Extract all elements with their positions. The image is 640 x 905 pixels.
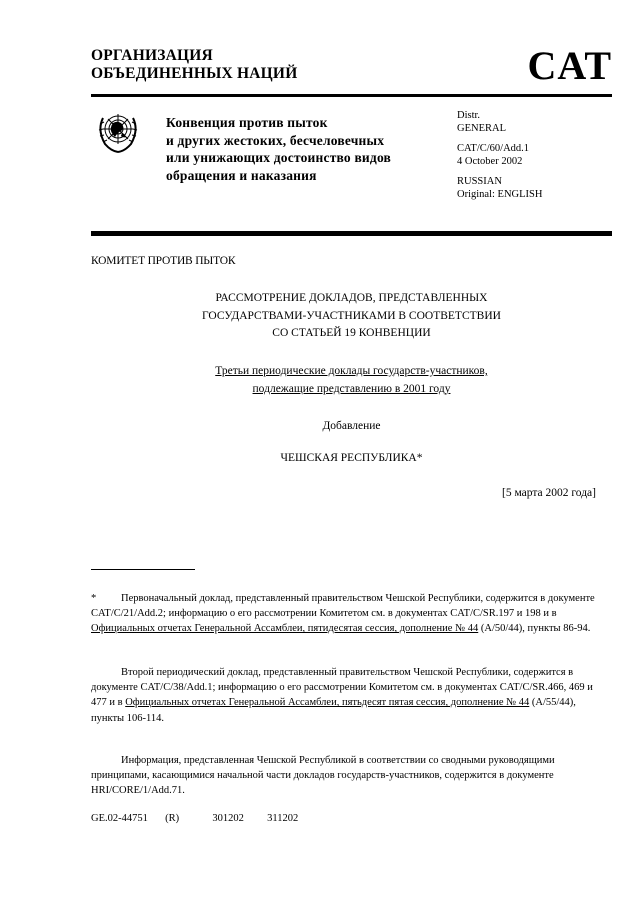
convention-title-line: или унижающих достоинство видов bbox=[166, 150, 392, 165]
footnote-text: Второй периодический доклад, представленный правительством Чешской Республики, содержится в документе CAT/C/38/Add.1; информацию о его рассмотрении Комитетом см. в документах CAT/C/SR.466, 469 и 477 и в bbox=[91, 667, 593, 709]
footnote-text: Информация, представленная Чешской Республикой в соответствии со сводными руководящими принципами, касающимися начальной части докладов государств-участников, содержится в документе HRI/CORE/1/Add.71. bbox=[91, 755, 555, 797]
addendum-label: Добавление bbox=[322, 420, 381, 432]
footnote-1 bbox=[91, 591, 601, 637]
language-info bbox=[457, 176, 542, 201]
footnote-separator bbox=[91, 569, 195, 570]
distribution-value: GENERAL bbox=[457, 122, 506, 134]
organization-line-1: ОРГАНИЗАЦИЯ bbox=[91, 47, 213, 64]
document-reference bbox=[457, 143, 542, 168]
document-number: CAT/C/60/Add.1 bbox=[457, 143, 530, 154]
un-emblem-icon bbox=[95, 108, 141, 154]
footnote-text: (A/50/44), пункты 86-94. bbox=[478, 623, 591, 635]
job-date-1: 301202 bbox=[212, 813, 244, 824]
subtitle-line: подлежащие представлению в 2001 году bbox=[252, 382, 451, 395]
consideration-line: РАССМОТРЕНИЕ ДОКЛАДОВ, ПРЕДСТАВЛЕННЫХ bbox=[215, 292, 488, 304]
job-number bbox=[91, 813, 298, 824]
organization-line-2: ОБЪЕДИНЕННЫХ НАЦИЙ bbox=[91, 65, 298, 82]
consideration-line: ГОСУДАРСТВАМИ-УЧАСТНИКАМИ В СООТВЕТСТВИИ bbox=[202, 309, 501, 322]
consideration-heading bbox=[91, 290, 612, 343]
footnote-citation: Официальных отчетах Генеральной Ассамблеи, пятидесятая сессия, дополнение № 44 bbox=[91, 623, 479, 635]
footnote-marker: * bbox=[91, 593, 97, 604]
footnote-text: (A/55/44), пункты 106-114. bbox=[91, 697, 576, 724]
header-rule bbox=[91, 94, 612, 97]
document-date: 4 October 2002 bbox=[457, 155, 523, 167]
job-language: (R) bbox=[165, 813, 180, 824]
report-date: [5 марта 2002 года] bbox=[501, 487, 596, 499]
distribution-label: Distr. bbox=[457, 110, 481, 121]
subtitle-line: Третьи периодические доклады государств-участников, bbox=[215, 365, 488, 377]
convention-title-line: обращения и наказания bbox=[166, 167, 317, 183]
organization-name bbox=[91, 47, 297, 83]
job-code: GE.02-44751 bbox=[91, 813, 148, 824]
convention-title-line: и других жестоких, бесчеловечных bbox=[166, 132, 385, 148]
convention-title-line: Конвенция против пыток bbox=[166, 115, 328, 130]
footnote-3 bbox=[91, 753, 601, 799]
report-subtitle bbox=[91, 363, 612, 398]
job-date-2: 311202 bbox=[267, 813, 299, 824]
committee-name: КОМИТЕТ ПРОТИВ ПЫТОК bbox=[91, 255, 236, 267]
convention-title bbox=[166, 114, 391, 184]
document-language: RUSSIAN bbox=[457, 176, 502, 187]
original-language: Original: ENGLISH bbox=[457, 188, 543, 200]
country-name: ЧЕШСКАЯ РЕСПУБЛИКА* bbox=[280, 452, 423, 464]
footnote-text: Первоначальный доклад, представленный правительством Чешской Республики, содержится в документе CAT/C/21/Add.2; информацию о его рассмотрении Комитетом см. в документах CAT/C/SR.197 и 198 и в bbox=[91, 593, 595, 620]
footnote-citation: Официальных отчетах Генеральной Ассамблеи, пятьдесят пятая сессия, дополнение № 44 bbox=[125, 697, 530, 709]
header-bottom-rule bbox=[91, 231, 612, 236]
document-metadata bbox=[457, 110, 542, 209]
footnote-2 bbox=[91, 665, 601, 726]
distribution bbox=[457, 110, 542, 135]
document-symbol: CAT bbox=[527, 43, 612, 88]
consideration-line: СО СТАТЬЕЙ 19 КОНВЕНЦИИ bbox=[272, 327, 431, 339]
